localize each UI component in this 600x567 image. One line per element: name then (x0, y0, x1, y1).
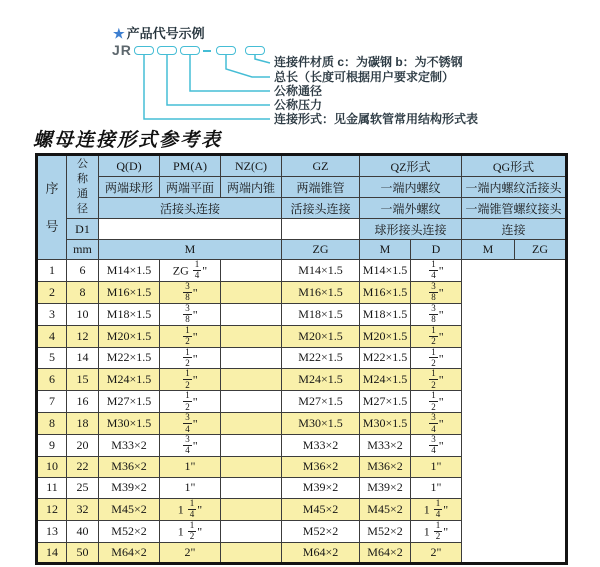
star-icon: ★ (113, 26, 125, 41)
code-segment-box-5 (245, 46, 265, 55)
table-cell: M16×1.5 (360, 281, 411, 303)
table-cell: $\frac{1}{2}$ " (160, 347, 221, 369)
code-segment-box-3 (180, 46, 200, 55)
table-cell: $\frac{3}{4}$ " (411, 435, 462, 457)
product-code-heading-text: 产品代号示例 (126, 26, 205, 41)
code-segment-box-1 (134, 46, 154, 55)
header-qg-desc1: 一端内螺纹活接头 (462, 177, 567, 198)
table-cell (221, 413, 282, 435)
table-cell: $\frac{3}{4}$ " (160, 435, 221, 457)
table-cell: 1" (411, 456, 462, 477)
table-cell (221, 260, 282, 282)
table-cell: M39×2 (282, 477, 360, 498)
code-prefix: JR (112, 42, 132, 58)
header-union-connection: 活接头连接 (99, 198, 282, 219)
table-cell: M18×1.5 (360, 303, 411, 325)
header-d1: D1 (67, 219, 99, 240)
header-qz-d: D (411, 240, 462, 260)
header-q-desc: 两端球形 (99, 177, 160, 198)
table-cell: 6 (37, 369, 67, 391)
table-cell: 1 $\frac{1}{4}$ " (160, 498, 221, 520)
label-material: 连接件材质 c：为碳钢 b：为不锈钢 (274, 55, 463, 69)
table-cell (221, 369, 282, 391)
code-segment-box-2 (157, 46, 177, 55)
table-cell: M30×1.5 (282, 413, 360, 435)
table-cell: 1 $\frac{1}{2}$ " (411, 520, 462, 542)
table-cell: ZG $\frac{1}{4}$ " (160, 260, 221, 282)
table-cell (221, 498, 282, 520)
table-cell: 9 (37, 435, 67, 457)
table-cell: M64×2 (282, 542, 360, 563)
table-cell: $\frac{1}{2}$ " (411, 347, 462, 369)
table-cell (221, 542, 282, 563)
table-row (37, 325, 567, 347)
header-qg-m: M (462, 240, 515, 260)
table-cell: 4 (37, 325, 67, 347)
table-cell: M18×1.5 (99, 303, 160, 325)
table-cell: 1 (37, 260, 67, 282)
table-cell: 32 (67, 498, 99, 520)
table-cell: M33×2 (282, 435, 360, 457)
table-cell: M64×2 (99, 542, 160, 563)
table-row (37, 542, 567, 563)
label-nominal-pressure: 公称压力 (274, 98, 323, 112)
table-cell: $\frac{1}{2}$ " (160, 369, 221, 391)
table-cell: $\frac{3}{4}$ " (411, 413, 462, 435)
table-row (37, 260, 567, 282)
table-cell (221, 435, 282, 457)
header-col-qz: QZ形式 (360, 155, 462, 177)
table-cell: 10 (37, 456, 67, 477)
table-title: 螺母连接形式参考表 (33, 130, 223, 151)
table-cell: 2" (160, 542, 221, 563)
table-cell: 40 (67, 520, 99, 542)
table-cell: 12 (67, 325, 99, 347)
table-cell: $\frac{3}{8}$ " (411, 303, 462, 325)
header-qg-zg: ZG (515, 240, 567, 260)
table-cell: 2 (37, 281, 67, 303)
header-col-qg: QG形式 (462, 155, 567, 177)
table-cell: M22×1.5 (360, 347, 411, 369)
table-cell: M33×2 (99, 435, 160, 457)
table-cell: 11 (37, 477, 67, 498)
table-cell: 3 (37, 303, 67, 325)
header-qg-connection: 连接 (462, 219, 567, 240)
table-cell: M27×1.5 (360, 391, 411, 413)
table-cell: M52×2 (360, 520, 411, 542)
table-cell: M39×2 (360, 477, 411, 498)
table-cell: 6 (67, 260, 99, 282)
table-cell: 1" (411, 477, 462, 498)
header-qz-m: M (360, 240, 411, 260)
table-cell: 15 (67, 369, 99, 391)
table-cell: M64×2 (360, 542, 411, 563)
header-blank-gz (282, 219, 360, 240)
table-cell: M52×2 (282, 520, 360, 542)
table-cell (221, 477, 282, 498)
table-row (37, 303, 567, 325)
table-cell: M30×1.5 (99, 413, 160, 435)
table-cell: M45×2 (360, 498, 411, 520)
table-cell (221, 391, 282, 413)
table-cell: 22 (67, 456, 99, 477)
header-pm-desc: 两端平面 (160, 177, 221, 198)
table-cell: 10 (67, 303, 99, 325)
table-cell: 1" (160, 477, 221, 498)
table-cell: M36×2 (360, 456, 411, 477)
table-cell: M39×2 (99, 477, 160, 498)
table-cell: M33×2 (360, 435, 411, 457)
label-total-length: 总长（长度可根据用户要求定制） (274, 70, 455, 84)
table-cell: $\frac{1}{2}$ " (411, 369, 462, 391)
table-cell: 14 (67, 347, 99, 369)
table-cell (221, 520, 282, 542)
label-nominal-diameter: 公称通径 (274, 84, 323, 98)
label-connection-form: 连接形式：见金属软管常用结构形式表 (274, 112, 479, 126)
table-cell: M20×1.5 (282, 325, 360, 347)
header-m-span: M (99, 240, 282, 260)
table-cell: 1 $\frac{1}{2}$ " (160, 520, 221, 542)
table-cell: M24×1.5 (360, 369, 411, 391)
table-cell: $\frac{1}{2}$ " (411, 325, 462, 347)
table-cell: M16×1.5 (282, 281, 360, 303)
table-cell: 7 (37, 391, 67, 413)
table-cell: 13 (37, 520, 67, 542)
code-dash (203, 50, 211, 52)
table-cell: 5 (37, 347, 67, 369)
table-cell (221, 325, 282, 347)
table-cell: 8 (37, 413, 67, 435)
table-cell: M18×1.5 (282, 303, 360, 325)
header-mm: mm (67, 240, 99, 260)
table-row (37, 413, 567, 435)
header-nz-desc: 两端内锥 (221, 177, 282, 198)
table-cell: $\frac{3}{8}$ " (160, 281, 221, 303)
table-cell: 12 (37, 498, 67, 520)
table-cell (221, 456, 282, 477)
header-col-q: Q(D) (99, 155, 160, 177)
header-qz-connection: 球形接头连接 (360, 219, 462, 240)
table-row (37, 435, 567, 457)
code-segment-box-4 (216, 46, 236, 55)
table-row (37, 498, 567, 520)
table-cell: $\frac{3}{8}$ " (411, 281, 462, 303)
table-cell: M14×1.5 (99, 260, 160, 282)
table-cell: M30×1.5 (360, 413, 411, 435)
header-qg-desc2: 一端锥管螺纹接头 (462, 198, 567, 219)
table-cell: M22×1.5 (99, 347, 160, 369)
table-cell: M45×2 (99, 498, 160, 520)
header-zg-gz: ZG (282, 240, 360, 260)
table-cell: M36×2 (282, 456, 360, 477)
table-cell: M27×1.5 (99, 391, 160, 413)
table-cell: M36×2 (99, 456, 160, 477)
header-col-pm: PM(A) (160, 155, 221, 177)
table-cell: M20×1.5 (99, 325, 160, 347)
header-col-nz: NZ(C) (221, 155, 282, 177)
header-gz-connection: 活接头连接 (282, 198, 360, 219)
header-qz-desc1: 一端内螺纹 (360, 177, 462, 198)
table-cell: 14 (37, 542, 67, 563)
table-cell: 8 (67, 281, 99, 303)
product-code-heading (113, 23, 205, 42)
table-cell: M45×2 (282, 498, 360, 520)
table-row (37, 369, 567, 391)
table-cell: M16×1.5 (99, 281, 160, 303)
table-cell: $\frac{3}{8}$ " (160, 303, 221, 325)
table-cell: $\frac{1}{2}$ " (160, 391, 221, 413)
table-cell: 20 (67, 435, 99, 457)
header-dn: 公称通径 (67, 155, 99, 219)
table-cell: 50 (67, 542, 99, 563)
header-qz-desc2: 一端外螺纹 (360, 198, 462, 219)
table-cell: M24×1.5 (99, 369, 160, 391)
table-cell: M27×1.5 (282, 391, 360, 413)
table-cell (221, 303, 282, 325)
table-cell (221, 281, 282, 303)
header-blank-m (99, 219, 282, 240)
table-row (37, 391, 567, 413)
table-cell: M14×1.5 (282, 260, 360, 282)
table-cell: 1 $\frac{1}{4}$ " (411, 498, 462, 520)
table-row (37, 477, 567, 498)
table-cell: M52×2 (99, 520, 160, 542)
table-row (37, 281, 567, 303)
table-cell: 18 (67, 413, 99, 435)
table-cell: $\frac{1}{2}$ " (411, 391, 462, 413)
table-cell: M20×1.5 (360, 325, 411, 347)
header-col-gz: GZ (282, 155, 360, 177)
table-row (37, 520, 567, 542)
table-cell: $\frac{1}{2}$ " (160, 325, 221, 347)
table-body (37, 260, 567, 564)
table-cell (221, 347, 282, 369)
table-cell: M22×1.5 (282, 347, 360, 369)
table-cell: $\frac{1}{4}$ " (411, 260, 462, 282)
table-cell: 2" (411, 542, 462, 563)
table-cell: $\frac{3}{4}$ " (160, 413, 221, 435)
table-cell: M24×1.5 (282, 369, 360, 391)
table-cell: M14×1.5 (360, 260, 411, 282)
table-row (37, 456, 567, 477)
table-row (37, 347, 567, 369)
header-seq: 序号 (37, 155, 67, 260)
table-cell: 1" (160, 456, 221, 477)
header-gz-desc: 两端锥管 (282, 177, 360, 198)
nut-connection-table (35, 153, 568, 565)
table-cell: 25 (67, 477, 99, 498)
table-cell: 16 (67, 391, 99, 413)
